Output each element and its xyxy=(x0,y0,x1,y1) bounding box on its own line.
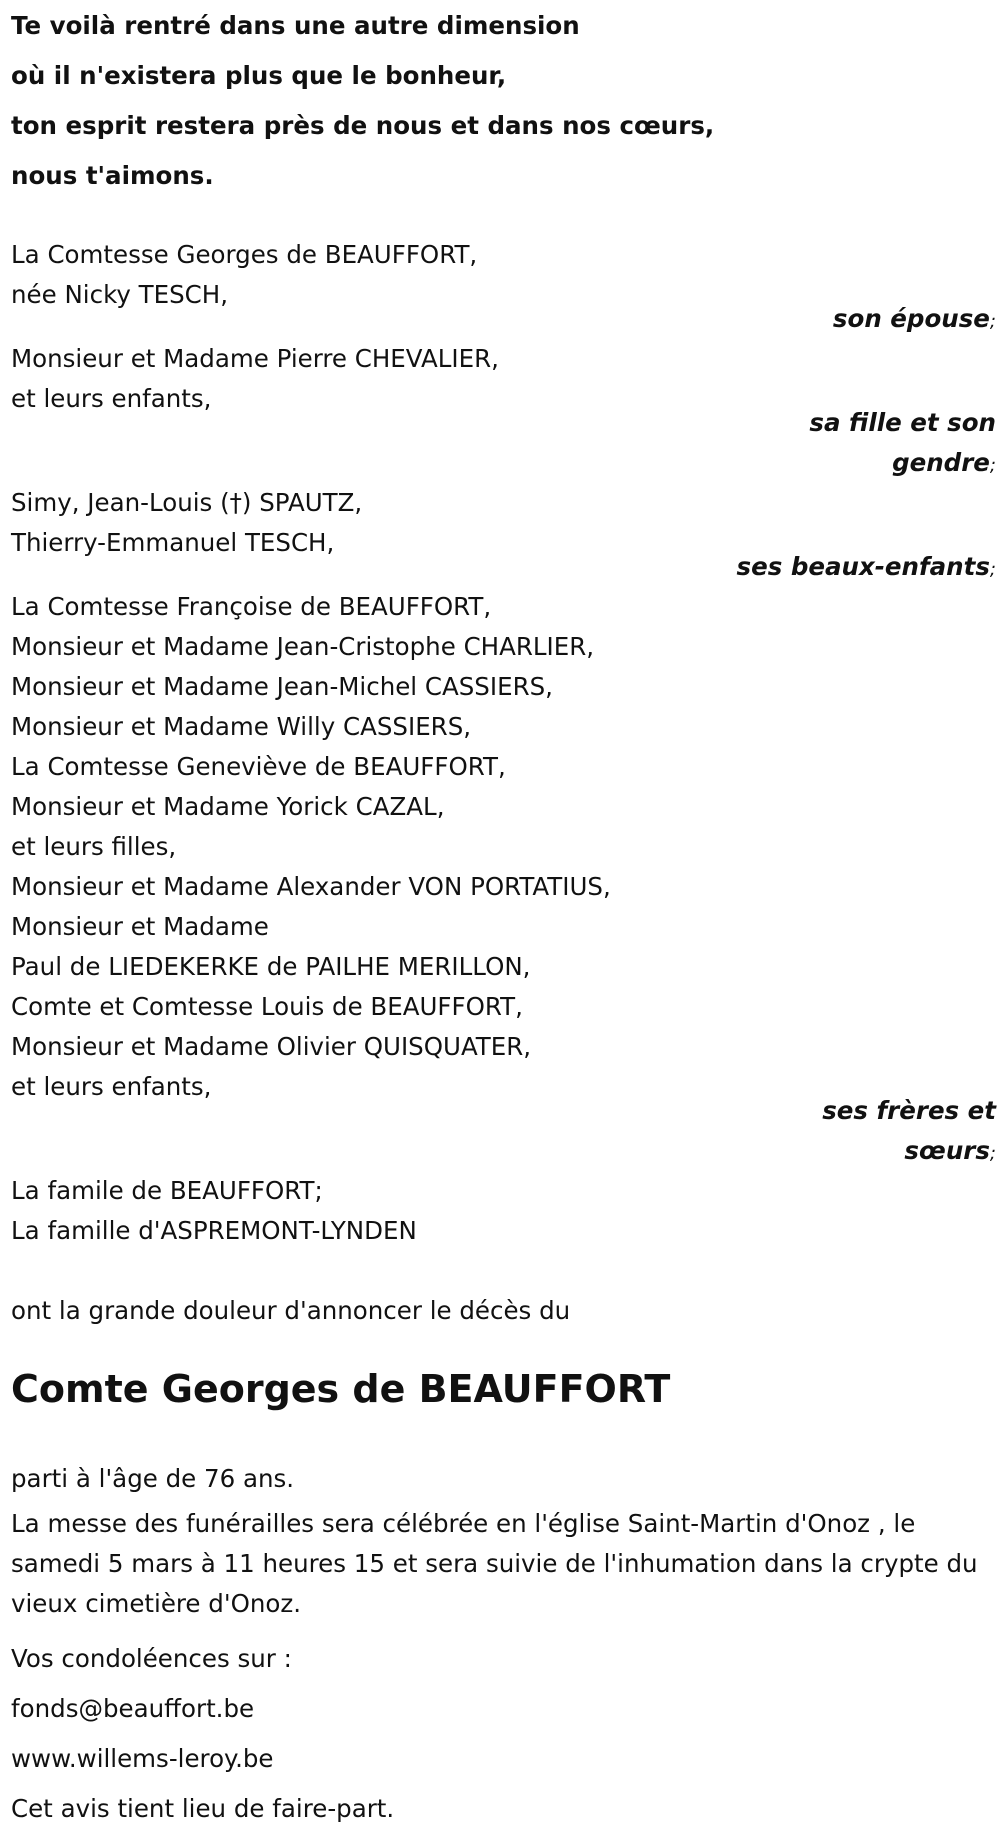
mourner-name: Monsieur et Madame Jean-Cristophe CHARLIER, xyxy=(11,632,595,661)
mourner-name: Monsieur et Madame Jean-Michel CASSIERS, xyxy=(11,672,553,701)
relation-label: sa fille et son xyxy=(809,408,996,437)
relation-label: gendre; xyxy=(892,448,996,477)
mourner-name: La Comtesse Georges de BEAUFFORT, xyxy=(11,240,478,269)
mourner-name: La Comtesse Geneviève de BEAUFFORT, xyxy=(11,752,506,781)
family-name: La famille d'ASPREMONT-LYNDEN xyxy=(11,1216,417,1245)
mourner-name: Thierry-Emmanuel TESCH, xyxy=(11,528,335,557)
mourner-name: La Comtesse Françoise de BEAUFFORT, xyxy=(11,592,492,621)
mourner-name: Comte et Comtesse Louis de BEAUFFORT, xyxy=(11,992,523,1021)
poem-line-4: nous t'aimons. xyxy=(11,161,214,190)
relation-label: ses frères et xyxy=(822,1096,996,1125)
poem-line-2: où il n'existera plus que le bonheur, xyxy=(11,61,507,90)
closing-note: Cet avis tient lieu de faire-part. xyxy=(11,1794,395,1823)
email-link[interactable]: fonds@beauffort.be xyxy=(11,1694,255,1723)
mourner-name: Simy, Jean-Louis (†) SPAUTZ, xyxy=(11,488,363,517)
age-text: parti à l'âge de 76 ans. xyxy=(11,1464,295,1493)
poem-line-1: Te voilà rentré dans une autre dimension xyxy=(11,11,580,40)
mourner-name: née Nicky TESCH, xyxy=(11,280,228,309)
mourner-name: Monsieur et Madame Yorick CAZAL, xyxy=(11,792,445,821)
mourner-name: et leurs enfants, xyxy=(11,384,212,413)
mourner-name: Monsieur et Madame Olivier QUISQUATER, xyxy=(11,1032,532,1061)
deceased-name: Comte Georges de BEAUFFORT xyxy=(11,1367,671,1411)
relation-label: son épouse; xyxy=(832,304,996,333)
family-name: La famile de BEAUFFORT; xyxy=(11,1176,323,1205)
poem-line-3: ton esprit restera près de nous et dans nos cœurs, xyxy=(11,111,715,140)
condolences-label: Vos condoléences sur : xyxy=(11,1644,292,1673)
mourner-name: Paul de LIEDEKERKE de PAILHE MERILLON, xyxy=(11,952,531,981)
website-link[interactable]: www.willems-leroy.be xyxy=(11,1744,274,1773)
mourner-name: Monsieur et Madame Alexander VON PORTATIUS, xyxy=(11,872,611,901)
mourner-name: Monsieur et Madame xyxy=(11,912,269,941)
mourner-name: Monsieur et Madame Willy CASSIERS, xyxy=(11,712,472,741)
funeral-details: La messe des funérailles sera célébrée en l'église Saint-Martin d'Onoz , le samedi 5 mars à 11 heures 15 et sera suivie de l'inhumation dans la crypte du vieux cimetière d'Onoz. xyxy=(11,1509,978,1618)
mourner-name: Monsieur et Madame Pierre CHEVALIER, xyxy=(11,344,499,373)
relation-label: ses beaux-enfants; xyxy=(736,552,996,581)
mourner-name: et leurs filles, xyxy=(11,832,177,861)
relation-label: sœurs; xyxy=(904,1136,996,1165)
announcement-text: ont la grande douleur d'annoncer le décès du xyxy=(11,1296,571,1325)
mourner-name: et leurs enfants, xyxy=(11,1072,212,1101)
